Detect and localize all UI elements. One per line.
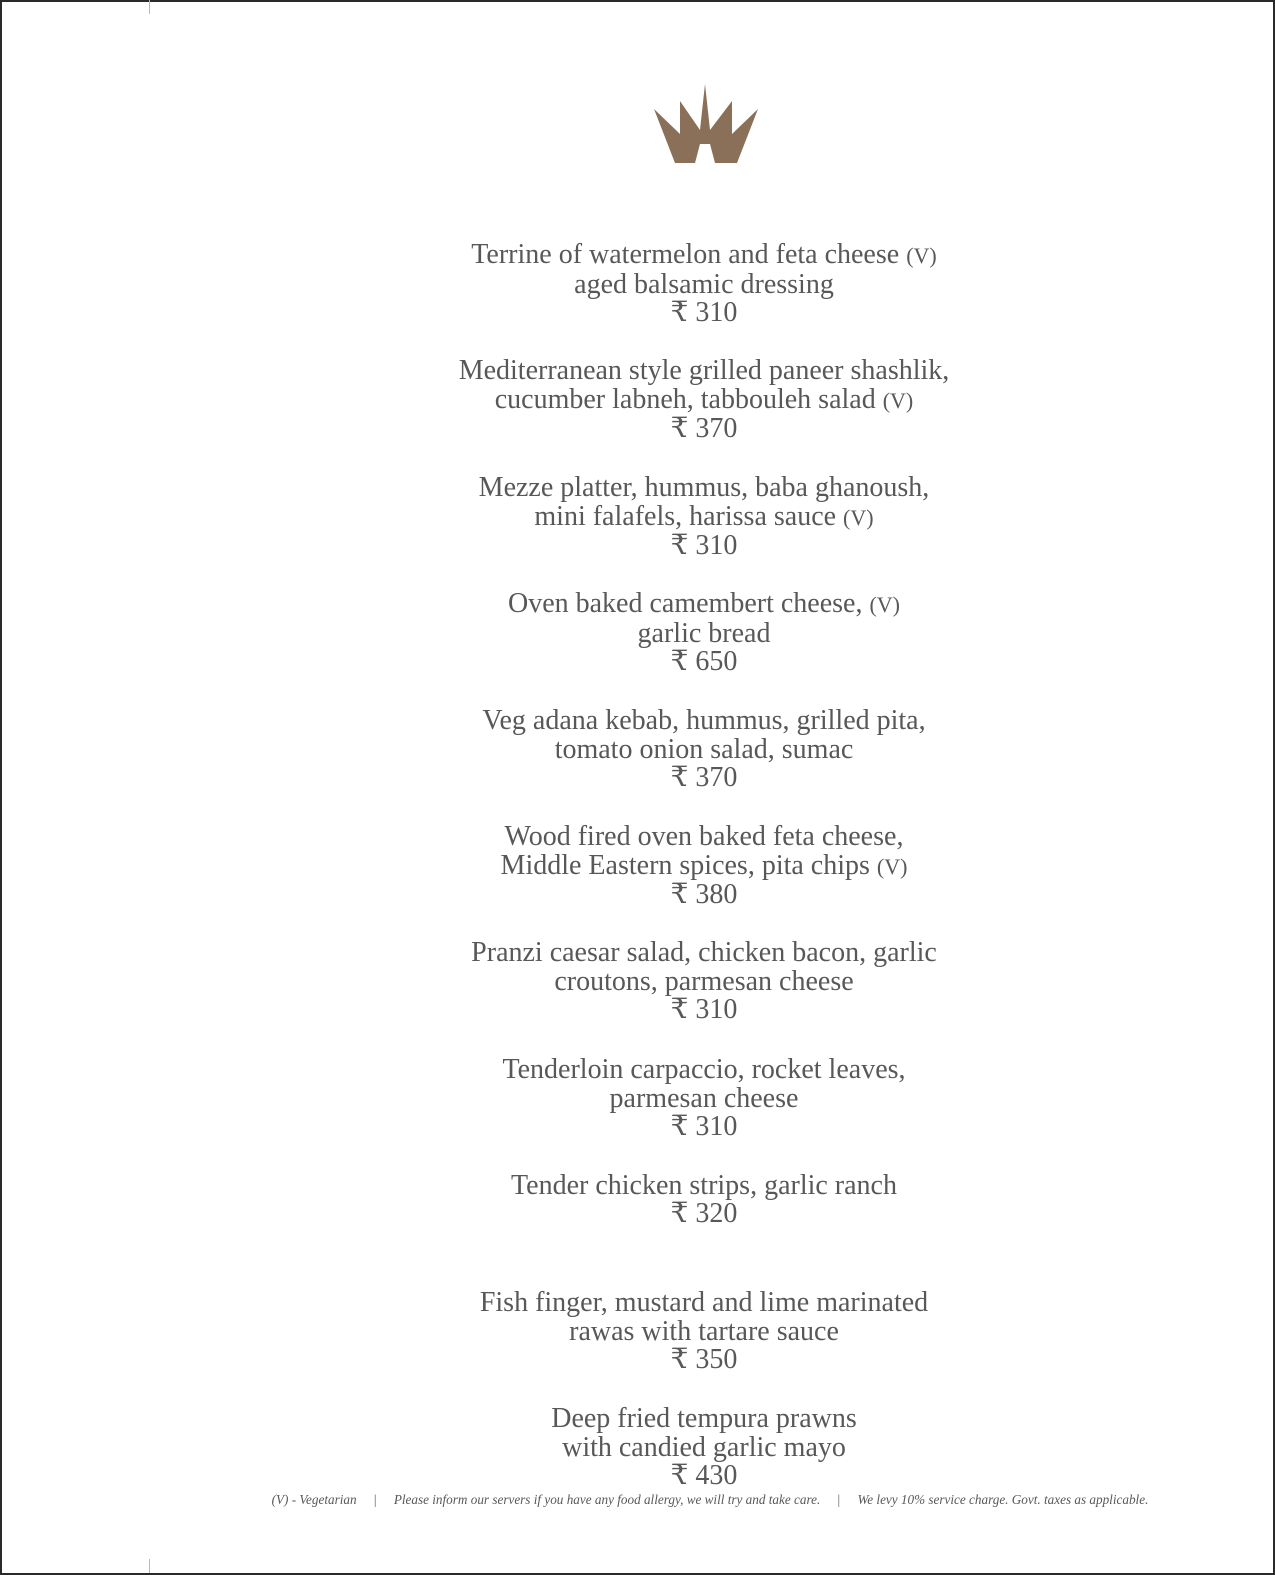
menu-item-description [404, 270, 1004, 299]
allergy-note: Please inform our servers if you have any food allergy, we will try and take care. [393, 1492, 821, 1507]
menu-item-description [404, 1433, 1004, 1462]
menu-item-description [404, 619, 1004, 648]
menu-item-price: ₹ 350 [670, 1343, 738, 1375]
menu-item [404, 473, 1004, 589]
menu-item-price: ₹ 430 [670, 1459, 738, 1491]
menu-item-text: Pranzi caesar salad, chicken bacon, garlic [471, 937, 937, 969]
menu-item [404, 706, 1004, 822]
menu-item [404, 938, 1004, 1054]
menu-item-text: rawas with tartare sauce [569, 1315, 839, 1347]
menu-item-description [404, 589, 1004, 619]
menu-item-description [404, 822, 1004, 851]
menu-item [404, 240, 1004, 356]
menu-item-text: parmesan cheese [609, 1082, 799, 1114]
vegetarian-marker: (V) [906, 243, 937, 268]
vegetarian-marker: (V) [869, 592, 901, 618]
vegetarian-marker: (V) [843, 504, 874, 530]
menu-item-text: mini falafels, harissa sauce [534, 500, 837, 532]
vegetarian-marker: (V) [876, 853, 908, 879]
crown-icon [654, 84, 758, 164]
menu-item [404, 1288, 1004, 1404]
menu-item-text: Fish finger, mustard and lime marinated [479, 1286, 929, 1318]
menu-item-text: Terrine of watermelon and feta cheese [471, 239, 900, 270]
crop-mark-bottom [149, 1559, 150, 1573]
menu-item-description [404, 240, 1004, 270]
menu-item-text: tomato onion salad, sumac [554, 733, 854, 765]
menu-item-price: ₹ 310 [670, 529, 738, 561]
menu-item-description [404, 502, 1004, 532]
vegetarian-legend: (V) - Vegetarian [271, 1492, 357, 1507]
menu-item-description [404, 473, 1004, 502]
menu-item-description [404, 851, 1004, 881]
menu-item-text: Mediterranean style grilled paneer shashlik, [458, 355, 950, 387]
menu-item-description [404, 735, 1004, 764]
menu-item-description [404, 938, 1004, 967]
menu-item-price: ₹ 320 [670, 1198, 738, 1230]
menu-item-description [404, 1317, 1004, 1346]
menu-item [404, 589, 1004, 705]
menu-item-text: Wood fired oven baked feta cheese, [504, 820, 904, 852]
menu-item [404, 1171, 1004, 1287]
menu-item-text: with candied garlic mayo [562, 1431, 846, 1463]
menu-item-text: Deep fried tempura prawns [551, 1402, 857, 1434]
menu-item-price: ₹ 380 [670, 878, 738, 910]
menu-item-text: Veg adana kebab, hummus, grilled pita, [482, 704, 926, 736]
menu-item-description [404, 385, 1004, 415]
menu-item-price: ₹ 650 [670, 646, 738, 678]
menu-item-text: garlic bread [637, 618, 771, 650]
crop-mark-top [149, 0, 150, 14]
menu-item-text: Oven baked camembert cheese, [507, 588, 863, 620]
footer-notes [150, 1492, 1270, 1508]
menu-item-text: Middle Eastern spices, pita chips [500, 849, 870, 881]
menu-item-price: ₹ 310 [670, 994, 738, 1026]
crown-shape [654, 84, 758, 163]
menu-item-description [404, 1404, 1004, 1433]
menu-list [404, 240, 1004, 1520]
menu-item-description [404, 1055, 1004, 1084]
menu-item-price: ₹ 370 [670, 761, 738, 793]
menu-item-description [404, 706, 1004, 735]
menu-item-text: Mezze platter, hummus, baba ghanoush, [478, 471, 930, 503]
menu-item-description [404, 1171, 1004, 1200]
menu-item-description [404, 967, 1004, 996]
service-charge-note: We levy 10% service charge. Govt. taxes as applicable. [857, 1492, 1149, 1507]
footer-separator: | [373, 1492, 377, 1507]
menu-item [404, 822, 1004, 938]
menu-item-price: ₹ 370 [670, 413, 738, 445]
footer-separator: | [837, 1492, 841, 1507]
vegetarian-marker: (V) [882, 388, 914, 414]
menu-item-price: ₹ 310 [670, 1110, 738, 1142]
menu-item-text: cucumber labneh, tabbouleh salad [494, 384, 876, 416]
menu-item-price: ₹ 310 [670, 297, 738, 328]
menu-item [404, 356, 1004, 472]
menu-item-description [404, 1288, 1004, 1317]
menu-item-description [404, 356, 1004, 385]
menu-item-text: croutons, parmesan cheese [554, 966, 854, 998]
menu-item-text: aged balsamic dressing [574, 269, 834, 300]
menu-item [404, 1055, 1004, 1171]
menu-item-text: Tender chicken strips, garlic ranch [511, 1170, 897, 1202]
menu-item-description [404, 1084, 1004, 1113]
menu-item-text: Tenderloin carpaccio, rocket leaves, [502, 1053, 906, 1085]
